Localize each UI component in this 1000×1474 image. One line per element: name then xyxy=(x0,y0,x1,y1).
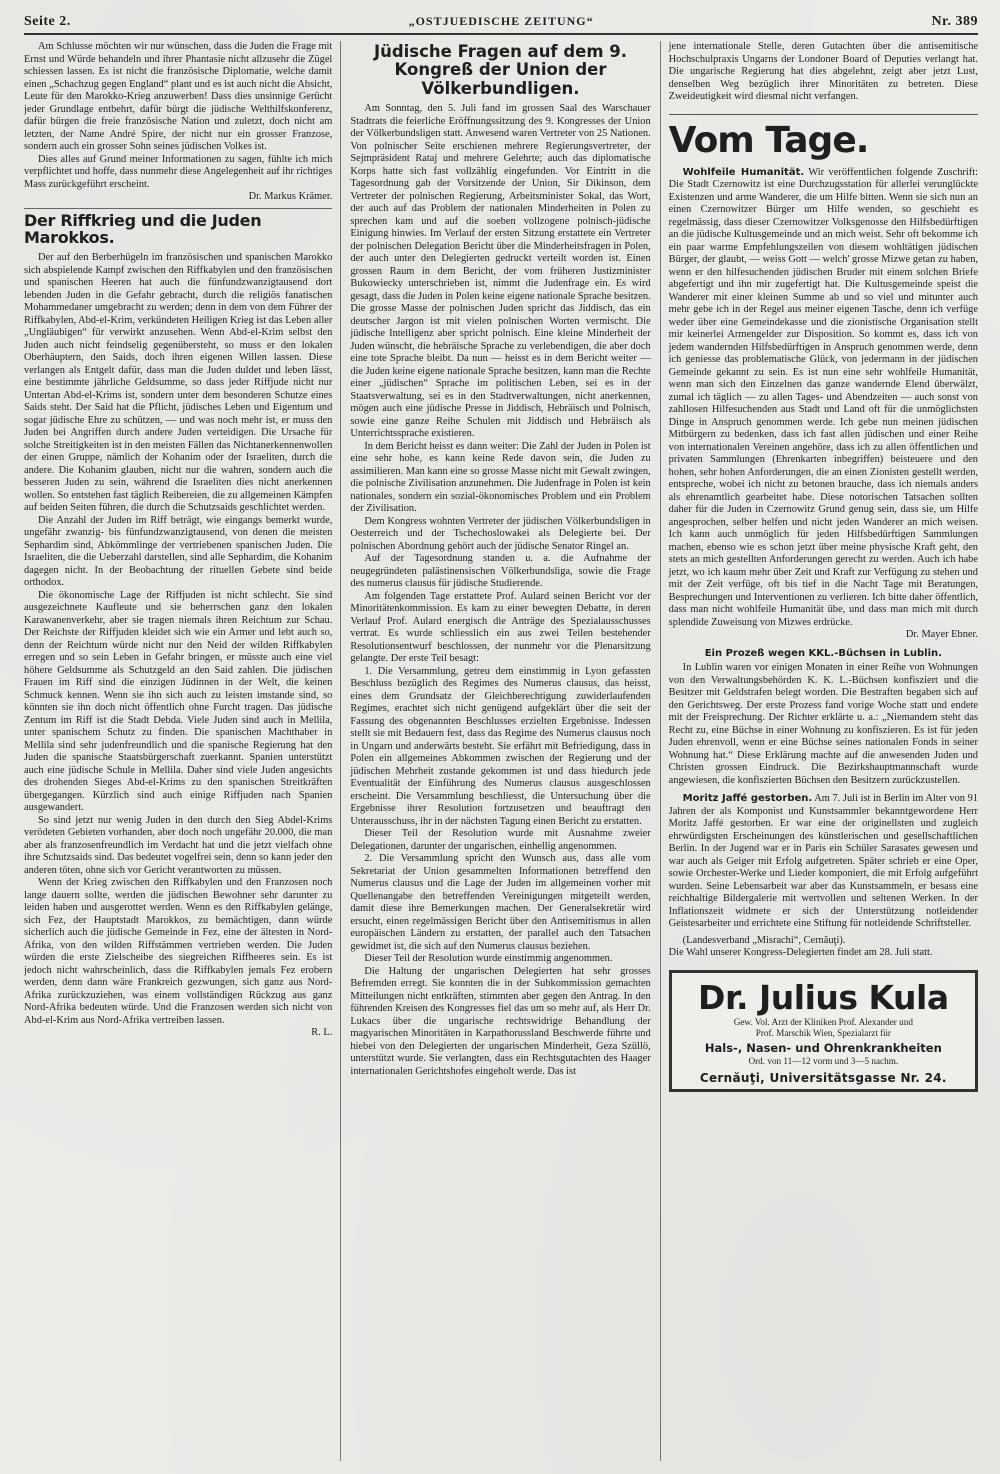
wohlfeile-paragraph xyxy=(669,167,978,630)
masthead xyxy=(24,14,978,35)
wohlfeile-signature: Dr. Mayer Ebner. xyxy=(905,629,978,640)
prozess-text: In Lublin waren vor einigen Monaten in einer Reihe von Wohnungen von den Verwaltungsbehörden K. K. L.-Büchsen konfisziert und die Besitzer mit Geldstrafen belegt worden. Die Bestraften begaben sich auf den Gerichtsweg. Der erste Prozess fand vorige Woche statt und endete mit der Freisprechung. Der Richter erklärte u. a.: „Niemandem steht das Recht zu, eine Büchse in einer Wohnung zu konfiszieren. Es ist für jeden Juden ehrenvoll, wenn er eine Büchse seines nationalen Fonds in seiner Wohnung hat.“ Diese Erklärung machte auf die anwesenden Juden und Christen grossen Eindruck. Die Bezirkshauptmannschaft wurde angewiesen, die konfiszierten Büchsen den Besitzern zurückzustellen. xyxy=(668,662,978,786)
column-3 xyxy=(661,41,978,1461)
intro-paragraph: Am Schlusse möchten wir nur wünschen, dass die Juden die Frage mit Ernst und Würde behandeln und ihrer Phantasie nicht allzusehr die Zügel schiessen lassen. Es ist nicht die französische Diplomatie, welche damit einen „Schachzug gegen England“ plant und es ist auch nicht die Absicht, Leute für den Marokko-Krieg anzuwerben! Dass dies unsinnige Gerücht jeder Grundlage entbehrt, dafür bürgt die jüdische Welthilfskonferenz, dafür bürgen die freie französische Nation und zuletzt, doch nicht am letzten, der Name André Spire, der nicht nur ein grosser Franzose, sondern auch ein grosser Sohn seines jüdischen Volkes ist. xyxy=(24,41,333,152)
ad-name: Dr. Julius Kula xyxy=(698,977,949,1017)
riff-signature: R. L. xyxy=(311,1027,333,1039)
wohlfeile-lead: Wir veröffentlichen folgende Zuschrift: xyxy=(808,166,978,178)
jaffe-headline: Moritz Jaffé gestorben. xyxy=(682,793,813,804)
kongress-paragraph: Dieser Teil der Resolution wurde mit Ausnahme zweier Delegationen, darunter der ungarischen, einhellig angenommen. xyxy=(350,828,651,852)
kongress-paragraph: Am folgenden Tage erstattete Prof. Aulard seinen Bericht vor der Minoritätenkommission. Es kam zu einer bewegten Debatte, in deren Verlauf Prof. Aulard energisch die Anträge des Spezialausschusses vertrat. Es wurde schliesslich ein aus zwei Teilen bestehender Resolutionsentwurf beschlossen, der nunmehr vor die Plenarsitzung gelangte. Der erste Teil besagt: xyxy=(350,590,651,665)
ad-hours: Ord. von 11—12 vorm und 3—5 nachm. xyxy=(748,1056,899,1066)
riff-paragraph: Die Anzahl der Juden im Riff beträgt, wie eingangs bemerkt wurde, ungefähr zwanzig- bis fünfundzwanzigtausend, von denen die meisten Sephardim sind, Abkömmlinge der vertriebenen spanischen Juden. Die Israeliten, die die Ueberzahl darstellen, sind alle Sephardim, die Kohanim dagegen nicht. In der Beobachtung der rituellen Gebete sind beide orthodox. xyxy=(24,514,333,589)
kongress-paragraph: Dem Kongress wohnten Vertreter der jüdischen Völkerbundsligen in Oesterreich und der Tschechoslowakei als Delegierte bei. Der polnischen Abordnung gehört auch der jüdische Senator Ringel an. xyxy=(350,515,651,552)
issue-number: Nr. 389 xyxy=(931,14,978,29)
riff-paragraph: Der auf den Berberhügeln im französischen und spanischen Marokko sich abspielende Kampf zwischen den Riffkabylen und den französischen und spanischen Heeren hat auch die fünfundzwanzigtausend dort lebenden Juden in die Gefahr gebracht, durch die religiös fanatischen Mohammedaner umgebracht zu werden; denn in dem von dem Führer der Riffkabylen, Abd-el-Krim, verkündeten Heiligen Krieg ist das Leben aller „Ungläubigen“ für verwirkt anzusehen. Wenn Abd-el-Krim selbst den Juden auch nicht feindselig gegenübersteht, so muss er den lokalen Oberhäuptern, den Saids, doch ihren eigenen Willen lassen. Diese verlangen als Entgelt dafür, dass man die Juden duldet und leben lässt, eine bestimmte jährliche Geldsumme, so dass jeder Riffjude nicht nur Untertan Abd-el-Krims ist, sondern unter dem besonderen Schutze eines Saids steht. Der Said hat die Pflicht, jüdisches Leben und Eigentum und sogar jüdische Ehre zu schützen, — und was noch mehr ist, er muss den Juden bei Angriffen durch andere Juden verteidigen. Die Ursache für solche Streitigkeiten ist in den meisten Fällen das Nichtanerkennenwollen der einen Gruppe, nämlich der Kohanim oder der Israeliten, durch die andere. Die Kohanim glauben, nicht nur die wahren, sondern auch die besseren Juden zu sein, während die Israeliten dies nicht anerkennen wollen. So entstehen fast täglich Reibereien, die zu allgemeinen Kämpfen auf beiden Seiten führen, die durch die Schutzsaids geschlichtet werden. xyxy=(24,252,333,514)
riff-headline: Der Riffkrieg und die Juden Marokkos. xyxy=(24,208,332,248)
jaffe-text: Am 7. Juli ist in Berlin im Alter von 91 Jahren der als Komponist und Kunstsammler bekanntgewordene Herr Moritz Jaffé gestorben. Er war eine der originellsten und zugleich ehrwürdigsten Erscheinungen des künstlerischen und gesellschaftlichen Berlin. In der Jugend war er in Paris ein Schüler Sarasates gewesen und war auch als Geiger mit Erfolg aufgetreten. Später schrieb er eine Oper, sowie Orchester-Werke und Lieder komponiert, die mit Erfolg aufgeführt wurden. Seine Lebensarbeit war aber das Kunstsammeln, er besass eine reichhaltige Bildergalerie mit wertvollen und seltenen Werken. In der Inflationszeit widmete er sich der Unterstützung notleidender Geistesarbeiter und errichtete eine Stiftung für notleidende Schriftsteller. xyxy=(668,793,978,929)
kongress-paragraph: Die Haltung der ungarischen Delegierten hat sehr grosses Befremden erregt. Sie konnten die in der Subkommission gemachten Mitteilungen nicht entkräften, stimmten aber gegen den Antrag. In den führenden Kreisen des Kongresses fiel das um so mehr auf, als Herr Dr. Lukacs über die ungarische rechtswidrige Behandlung der magyarischen Minoritäten in Karpathorussland Beschwerde führte und hiebei von den Delegierten der ungarischen Minderheit, Geza Szüllö, unterstützt wurde. Sie verlangten, dass ein Rechtsgutachten des Haager internationalen Gerichtshofes eingeholt werde. Das ist xyxy=(350,965,651,1077)
intro-signature: Dr. Markus Krämer. xyxy=(248,191,333,202)
wohlfeile-subhead: Wohlfeile Humanität. xyxy=(682,166,805,178)
kongress-paragraph: Dieser Teil der Resolution wurde einstimmig angenommen. xyxy=(364,953,613,965)
misrachi-sender: (Landesverband „Misrachi“, Cernăuţi). xyxy=(682,934,846,946)
kongress-paragraph: 2. Die Versammlung spricht den Wunsch aus, dass alle vom Sekretariat der Union gesammelten Informationen betreffend den Numerus clausus und die Lage der Juden im allgemeinen vorher mit Quellenangabe den betreffenden Vereinigungen mitgeteilt werden, damit diese ihre Bemerkungen machen. Der Generalsekretär wird ersucht, einen regelmässigen Bericht über den Antisemitismus in allen europäischen Ländern zu erstatten, der parallel auch den Tatsachen gewidmet ist, die sich auf den Numerus clausus beziehen. xyxy=(350,853,651,952)
ad-address: Cernăuţi, Universitätsgasse Nr. 24. xyxy=(699,1070,947,1085)
column-1 xyxy=(24,41,341,1461)
prozess-headline: Ein Prozeß wegen KKL.-Büchsen in Lublin. xyxy=(704,647,942,659)
wohlfeile-text: Die Stadt Czernowitz ist eine Durchzugsstation für allerlei verunglückte Existenzen und arme Wanderer, die um Hilfe bitten. Wenn sie sich nun an einen Czernowitzer Bürger um Hilfe wenden, so geschieht es regelmässig, dass dieser Czernowitzer Volksgenosse den Hilfsbedürftigen an die jüdische Kultusgemeinde und an mich weist. Sehr oft bekomme ich ein paar warme Empfehlungszeilen von diesem wohltätigen jüdischen Bürger, der glaubt, — weiss Gott — welch' grosse Mizwe getan zu haben, wenn er den hilfesuchenden jüdischen Bruder mit einem solchen Briefe abgefertigt und ihn mir zugefertigt hat. Die Kultusgemeinde speist die Wanderer mit einer kleinen Summe ab und so viel und mitunter auch mehr gebe ich in der Regel aus meiner eigenen Tasche, denn ich verfüge weder über eine Gemeindekasse und die zionistische Organisation stellt mir keinerlei Armengelder zur Disposition. So kommt es, dass ich von jedem wandernden Hilfsbedürftigen in Anspruch genommen werde, denn ich geniesse das problematische Glück, von jedermann in der jüdischen Gemeinde gekannt zu sein. Es ist nun eine sehr wohlfeile Humanität, wenn man sich den Einzelnen das ganze wandernde Elend überwälzt, zumal ich täglich — zu allen Tages- und Abendzeiten — auch sonst von zahllosen Hilfesuchenden aus Stadt und Land oft für die unmöglichsten Dinge in Anspruch genommen werde. Ich gebe nun meinen jüdischen Mitbürgern zu bedenken, dass ich fast allen jüdischen und einer Reihe von internationalen Vereinen angehöre, dass ich zu allen öffentlichen und privaten Sammlungen (Ehrenkarten inbegriffen) beisteuere und den hohen, sehr hohen Anforderungen, die an einen Zionisten gestellt werden, entspreche, wobei ich nicht zu betonen brauche, dass ich niemals anders als ehrenamtlich gearbeitet habe. Diese notorischen Tatsachen sollten daher für die Juden in Czernowitz Grund genug sein, dass sie, um Hilfe angesprochen, selber helfen und nicht jeden Wanderer an mich weisen. Ich kann auch unmöglich für jeden Hilfsbedürftigen Sammlungen machen, ebenso wie es schon jetzt über meine physische Kraft geht, den stets an mich gestellten Anforderungen gerecht zu werden. Auch ich habe jetzt, wo ich kaum mehr über Zeit und Kraft zur Verfügung zu stehen und mit der Zeit verfüge, oft bis tief in die Nacht Tage mit Beratungen, Besprechungen und Interventionen zu verlieren. Ich bitte daher öffentlich, dass man nicht wohlfeile Humanität übe, und dass man mich mit durch splendide Zuweisung von Mizwes erdrücke. xyxy=(668,179,978,628)
ad-line-1: Gew. Vol. Arzt der Kliniken Prof. Alexander und xyxy=(733,1016,913,1027)
kongress-paragraph: Auf der Tagesordnung standen u. a. die Aufnahme der neugegründeten palästinensischen Völkerbundsliga, sowie die Frage des numerus clausus für jüdische Studierende. xyxy=(350,553,651,590)
riff-paragraph: Die ökonomische Lage der Riffjuden ist nicht schlecht. Sie sind ausgezeichnete Kaufleute und sie beherrschen ganz den lokalen Karawanenverkehr, aber sie tragen niemals ihren Reichtum zur Schau. Der Reichste der Riffjuden kleidet sich wie ein Armer und lebt auch so, denn der Reichtum würde nicht nur den Neid der wilden Riffkabylen erregen und so sein Leben in Gefahr bringen, er müsste auch eine viel höhere Geldsumme als Schutzgeld an den Said zahlen. Die jüdischen Frauen im Riff sind die einzigen Jüdinnen in der Welt, die keinen Schmuck kennen. Wenn sie ihn sich auch zu leisten imstande sind, so könnten sie ihn doch nicht öffentlich ohne Furcht tragen. Das jüdische Zentum im Riff ist die Stadt Debda. Viele Juden sind auch in Mellila, unter spanischem Schutz zu finden. Die spanischen Machthaber in Mellila sind sehr judenfreundlich und die spanische Regierung hat den Juden die spanische Staatsbürgerschaft zuerkannt. Spanien unterstützt auch eine jüdische Schule in Mellila. Daher sind viele Juden angesichts des drohenden Sieges Abd-el-Krims zu den spanischen Streitkräften übergegangen. Kürzlich sind auch einige Riffjuden nach Spanien ausgewandert. xyxy=(24,589,333,814)
jaffe-paragraph xyxy=(669,793,978,931)
page-number: Seite 2. xyxy=(24,14,71,29)
continuation-paragraph: jene internationale Stelle, deren Gutachten über die antisemitische Hochschulpraxis Ungarns der Londoner Board of Deputies verlangt hat. Die ungarische Regierung hat dies abgelehnt, zeigt aber jetzt Lust, denselben Weg bezüglich ihrer Minoritäten zu betreten. Diese Zweideutigkeit wird diesmal nicht verfangen. xyxy=(668,41,978,102)
riff-paragraph: So sind jetzt nur wenig Juden in den durch den Sieg Abdel-Krims verödeten Gebieten vorhanden, aber doch noch ungefähr 20.000, die man aber als franzosenfreundlich im Verdacht hat und die jetzt vielfach ohne ihre Schutzsaids sind. Das bedeutet vogelfrei sein, denn so kann jeder den anderen töten, ohne sich vor Gericht verantworten zu müssen. xyxy=(24,814,333,876)
kongress-paragraph: In dem Bericht heisst es dann weiter: Die Zahl der Juden in Polen ist eine sehr hohe, es kann keine Rede davon sein, die Juden zu assimilieren. Man kann eine so grosse Masse nicht mit Gewalt zwingen, die polnische Zivilisation anzunehmen. Die Judenfrage in Polen ist kein nationales, sondern ein sozial-ökonomisches Problem und ein Problem der Zivilisation. xyxy=(350,440,651,515)
vom-tage-heading: Vom Tage. xyxy=(669,114,978,161)
intro-paragraph: Dies alles auf Grund meiner Informationen zu sagen, fühlte ich mich verpflichtet und hoffe, dass nunmehr diese Angelegenheit auf ihr richtiges Mass zurückgeführt erscheint. xyxy=(24,153,333,190)
kongress-paragraph: Am Sonntag, den 5. Juli fand im grossen Saal des Warschauer Stadtrats die feierliche Eröffnungssitzung des 9. Kongresses der Union der Völkerbundsligen statt. Anwesend waren Vertreter von 25 Nationen. Von polnischer Seite erschienen mehrere Regierungsvertreter, der Sejmpräsident Rataj und mehrere Gelehrte; auch das diplomatische Korps hatte sich fast vollzählig eingefunden. Vor Eintritt in die Tagesordnung gab der Vorsitzende der Union, Sir Dikinson, dem Vertreter der polnischen Regierung, Arbeitsminister Sokal, das Wort, der auch auf das Problem der nationalen Minderheiten in Polen zu sprechen kam und auf die soeben vollzogene polnisch-jüdische Einigung hinwies. Im Verlauf der ersten Sitzung erstattete ein Vertreter der polnischen Delegation Bericht über die Minderheitsfragen in Polen, der auch unter den Delegierten gedruckt verteilt worden ist. Einen grossen Raum in dem Bericht, der vom früheren Justizminister Bukowiecky unterschrieben ist, nimmt die Judenfrage ein. Es wird gesagt, dass die Juden in Polen keine eigene nationale Sprache besitzen. Die grosse Masse der polnischen Juden spricht das Jiddisch, das ein deutscher Jargon ist mit vielen polnischen Worten vermischt. Die jüdische Intelligenz aber spricht polnisch. Eine kleine Minderheit der Juden wünscht, die hebräische Sprache zu verlebendigen, die aber doch eine tote Sprache bleibt. Da nun — heisst es in dem Bericht weiter — die Juden keine eigene nationale Sprache besitzen, kann man die Rechte einer „jüdischen“ Sprache im politischen Leben, sei es in der Staatsverwaltung, sei es in den Stadtverwaltungen, nicht anerkennen, mögen auch eine jüdische Presse in Jiddisch, Hebräisch und Polnisch, sowie eine ganze Reihe Schulen mit Jiddisch und Hebräisch als Unterrichtssprache existieren. xyxy=(350,103,651,440)
column-2 xyxy=(341,41,660,1461)
ad-specialty: Hals-, Nasen- und Ohrenkrankheiten xyxy=(704,1040,942,1055)
misrachi-text: Die Wahl unserer Kongress-Delegierten findet am 28. Juli statt. xyxy=(668,947,933,958)
newspaper-title: „OSTJUEDISCHE ZEITUNG“ xyxy=(408,14,594,28)
ad-line-2: Prof. Marschik Wien, Spezialarzt für xyxy=(755,1027,891,1038)
kongress-headline: Jüdische Fragen auf dem 9. Kongreß der Union der Völkerbundligen. xyxy=(373,42,628,98)
columns xyxy=(24,41,978,1461)
advertisement xyxy=(669,970,978,1093)
riff-paragraph: Wenn der Krieg zwischen den Riffkabylen und den Franzosen noch lange dauern sollte, werden die jüdischen Bewohner sehr darunter zu leiden haben und ausgerottet werden. Wenn es den Riffkabylen gelänge, sich Fez, der Hauptstadt Marokkos, zu bemächtigen, dann würde sicherlich auch die jüdische Gemeinde in Fez, eine der ältesten in Nord-Afrika, von den wilden Riffstämmen vertrieben werden. Die Juden würden die erste Zielscheibe des siegreichen Riffheeres sein. Es ist jedoch nicht wahrscheinlich, dass die Riffkabylen jemals Fez erobern werden, denn dann wäre Frankreich gezwungen, sich ganz aus Nord-Afrika zurückzuziehen, was einem vollständigen Rückzug aus ganz Nord-Afrika bedeuten würde. Und die Franzosen werden sich nicht von Abd-el-Krim aus Nord-Afrika vertreiben lassen. xyxy=(24,877,333,1026)
kongress-paragraph: 1. Die Versammlung, getreu dem einstimmig in Lyon gefassten Beschluss bezüglich des Regimes des Numerus clausus, das heisst, eines dem Grundsatz der Gleichberechtigung zuwiderlaufenden Regimes, erachtet sich nicht genügend aufgeklärt über die seit der Fassung des obgenannten Beschlusses erzielten Ergebnisse. Indessen stellt sie mit Bedauern fest, dass das Regime des Numerus clausus noch in Ungarn und anderwärts besteht. Sie erfährt mit Befriedigung, dass in Polen ein allgemeines Abkommen zwischen der Regierung und der jüdischen Mehrheit zustande gekommen ist und dass hiedurch jede Eventualität der Einführung des Numerus clausus ausgeschlossen erscheint. Die Versammlung beschliesst, die Untersuchung über die Ergebnisse ihrer Resolution fortzusetzen und beauftragt den Unterausschuss, ihr in der nächsten Tagung einen Bericht zu erstatten. xyxy=(350,665,651,827)
